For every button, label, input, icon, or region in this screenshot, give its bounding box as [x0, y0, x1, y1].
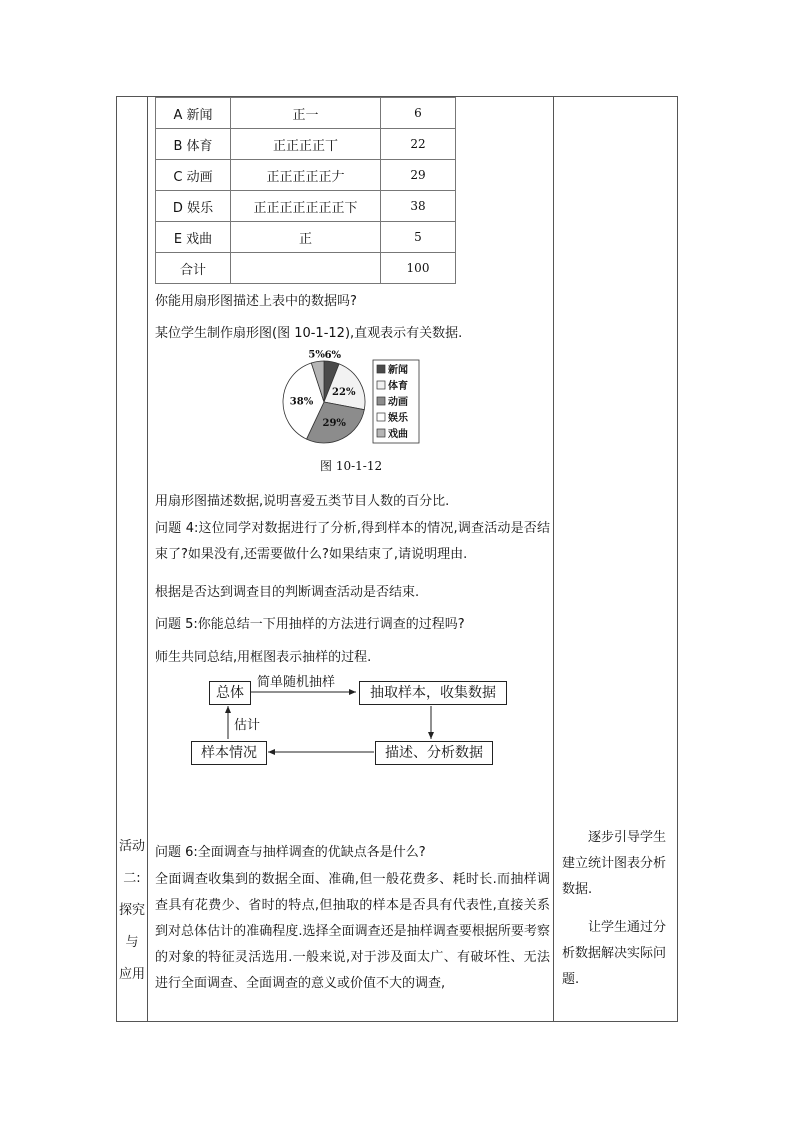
flow-sample-box: 抽取样本，收集数据: [359, 681, 507, 705]
question-4-answer: 根据是否达到调查目的判断调查活动是否结束.: [155, 585, 420, 600]
pie-data-label: 29%: [322, 418, 346, 430]
pie-data-label: 22%: [332, 387, 356, 399]
pie-data-label: 6%: [324, 349, 342, 361]
count-cell: 6: [381, 98, 456, 129]
student-pie-text: 某位学生制作扇形图(图 10-1-12),直观表示有关数据.: [155, 326, 463, 341]
table-row: [156, 129, 456, 160]
frame-right: [677, 96, 678, 1022]
flow-sample-info-box: 样本情况: [191, 741, 267, 765]
flow-population-box: 总体: [209, 681, 251, 705]
legend-swatch: [377, 381, 385, 389]
category-cell: D 娱乐: [156, 191, 231, 222]
activity-label-part: 应用: [118, 967, 145, 982]
legend-label: 戏曲: [388, 429, 408, 440]
question-pie: 你能用扇形图描述上表中的数据吗?: [155, 294, 357, 309]
count-cell: 38: [381, 191, 456, 222]
table-row: [156, 222, 456, 253]
frame-divider-2: [553, 96, 554, 1022]
figure-caption: 图 10-1-12: [320, 459, 383, 473]
flow-edge-estimate-label: 估计: [234, 718, 261, 733]
legend-label: 娱乐: [388, 413, 408, 424]
count-cell: 100: [381, 253, 456, 284]
activity-label-part: 探究: [118, 903, 145, 918]
activity-label-part: 活动: [118, 839, 145, 854]
legend-swatch: [377, 365, 385, 373]
activity-label: [117, 831, 147, 991]
flow-arrows: [190, 680, 510, 770]
pie-description: 用扇形图描述数据,说明喜爱五类节目人数的百分比.: [155, 494, 450, 509]
tally-cell: 正正正正丅: [231, 129, 381, 160]
count-cell: 5: [381, 222, 456, 253]
table-row: [156, 191, 456, 222]
legend-label: 体育: [388, 381, 408, 392]
table-row: [156, 253, 456, 284]
activity-label-part: 二:: [123, 871, 141, 886]
table-row: [156, 160, 456, 191]
tally-cell: 正正正正正𠂇: [231, 160, 381, 191]
activity-label-part: 与: [125, 935, 139, 950]
tally-cell: 正一: [231, 98, 381, 129]
tally-table: [155, 97, 456, 284]
category-cell: A 新闻: [156, 98, 231, 129]
teaching-note-1: 逐步引导学生建立统计图表分析数据.: [562, 830, 667, 897]
legend-swatch: [377, 397, 385, 405]
question-5: 问题 5:你能总结一下用抽样的方法进行调查的过程吗?: [155, 617, 465, 632]
teaching-note-2: 让学生通过分析数据解决实际问题.: [562, 920, 667, 987]
tally-cell: 正: [231, 222, 381, 253]
table-row: [156, 98, 456, 129]
tally-cell: [231, 253, 381, 284]
count-cell: 29: [381, 160, 456, 191]
category-cell: 合计: [156, 253, 231, 284]
category-cell: E 戏曲: [156, 222, 231, 253]
category-cell: B 体育: [156, 129, 231, 160]
frame-bottom: [116, 1021, 678, 1022]
legend-label: 新闻: [388, 365, 408, 376]
question-4: 问题 4:这位同学对数据进行了分析,得到样本的情况,调查活动是否结束了?如果没有,还需要做什么?如果结束了,请说明理由.: [155, 521, 550, 562]
legend-swatch: [377, 413, 385, 421]
question-6: 问题 6:全面调查与抽样调查的优缺点各是什么?: [155, 845, 426, 860]
pie-chart: [270, 345, 430, 445]
tally-cell: 正正正正正正正下: [231, 191, 381, 222]
flow-edge-random-label: 简单随机抽样: [257, 675, 336, 690]
pie-data-label: 38%: [289, 396, 314, 408]
legend-label: 动画: [388, 397, 408, 408]
category-cell: C 动画: [156, 160, 231, 191]
legend-swatch: [377, 429, 385, 437]
count-cell: 22: [381, 129, 456, 160]
pie-data-label: 5%: [308, 349, 325, 361]
question-6-answer: 全面调查收集到的数据全面、准确,但一般花费多、耗时长.而抽样调查具有花费少、省时的特点,但抽取的样本是否具有代表性,直接关系到对总体估计的准确程度.选择全面调查还是抽样调查要根据所要考察的对象的特征灵活选用.一般来说,对于涉及面太广、有破坏性、无法进行全面调查、全面调查的意义或价值不大的调查,: [155, 872, 550, 991]
flow-describe-box: 描述、分析数据: [375, 741, 493, 765]
frame-divider-1: [147, 96, 148, 1022]
question-5-answer: 师生共同总结,用框图表示抽样的过程.: [155, 650, 372, 665]
